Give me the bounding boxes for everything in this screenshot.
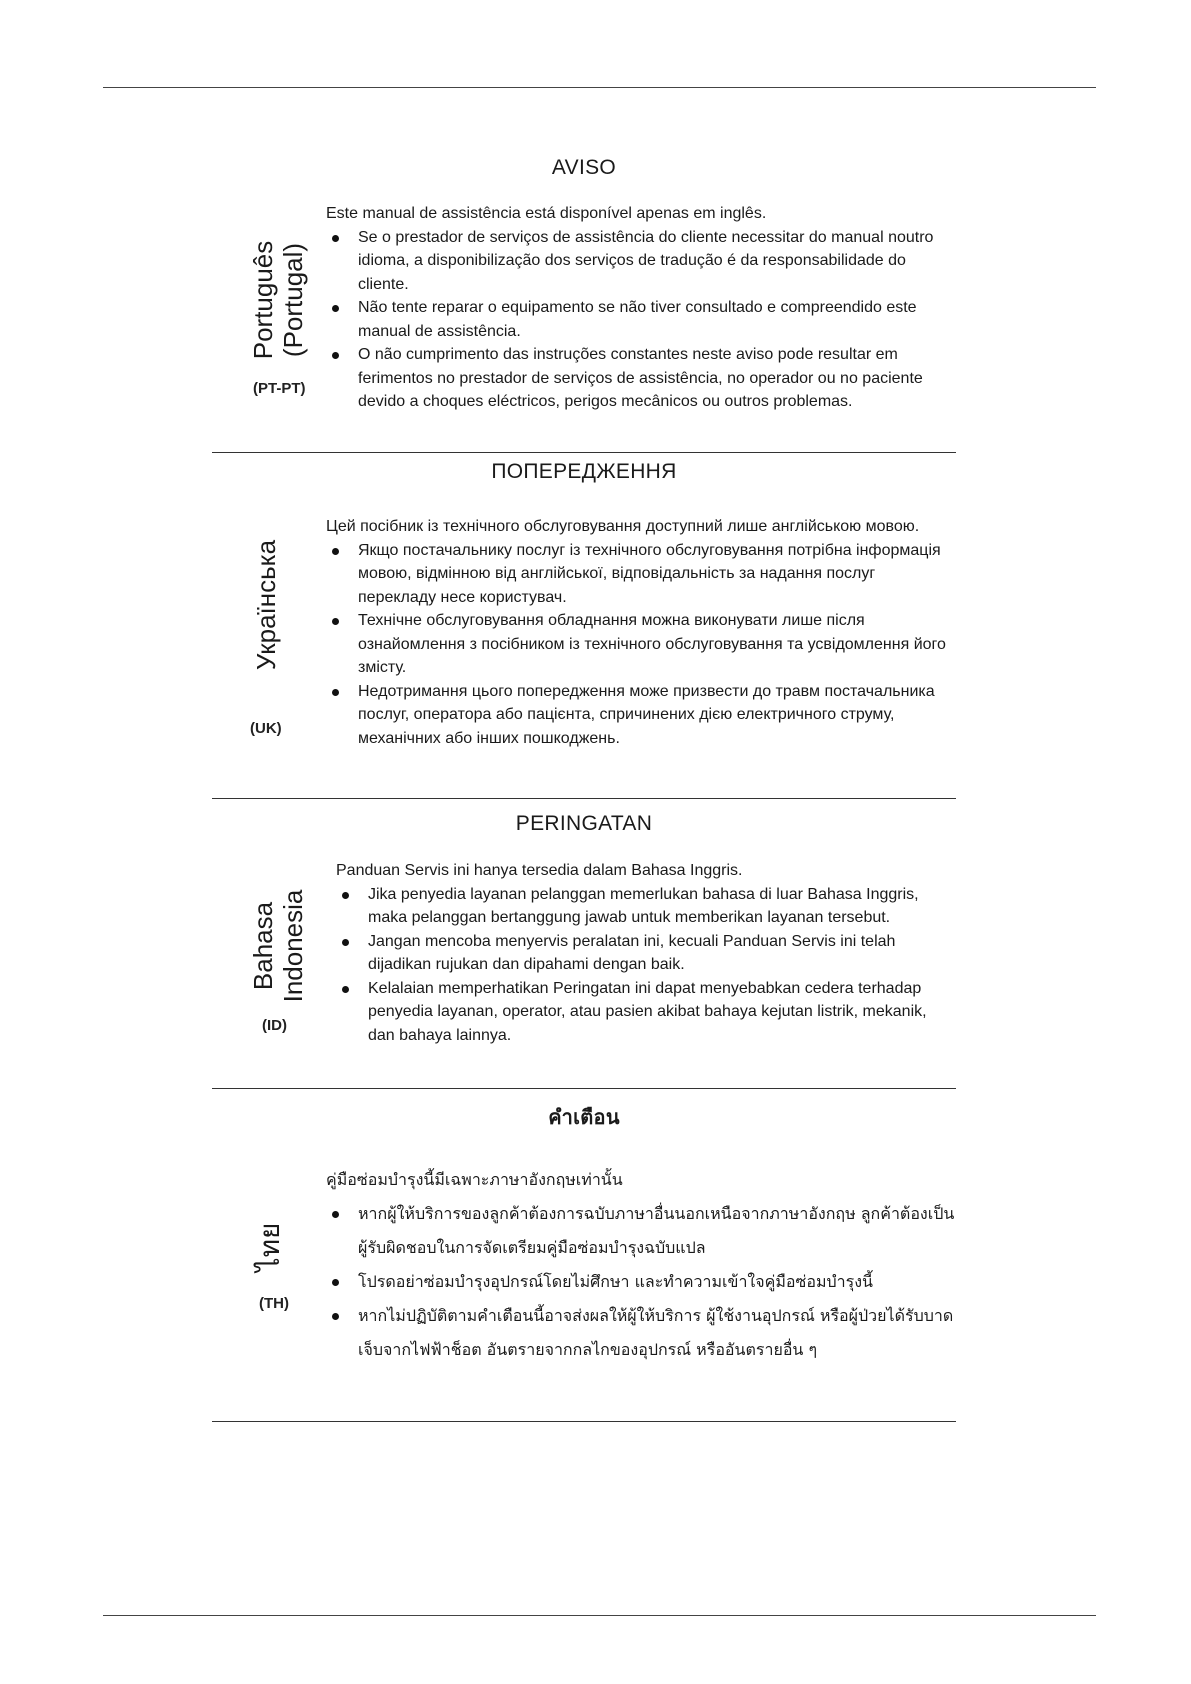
list-item: Jangan mencoba menyervis peralatan ini, kecuali Panduan Servis ini telah dijadikan rujukan dan dipahami dengan baik. — [336, 930, 952, 977]
list-item: Якщо постачальнику послуг із технічного обслуговування потрібна інформація мовою, відмінною від англійської, відповідальність за надання послуг перекладу несе користувач. — [326, 539, 952, 610]
bullet-list — [326, 539, 952, 751]
list-item: โปรดอย่าซ่อมบำรุงอุปกรณ์โดยไม่ศึกษา และทำความเข้าใจคู่มือซ่อมบำรุงนี้ — [326, 1265, 956, 1299]
list-item: O não cumprimento das instruções constantes neste aviso pode resultar em ferimentos no prestador de serviços de assistência, no operador ou no paciente devido a choques eléctricos, perigos mecânicos ou outros problemas. — [326, 343, 952, 414]
list-item: Não tente reparar o equipamento se não tiver consultado e compreendido este manual de assistência. — [326, 296, 952, 343]
section-heading: PERINGATAN — [515, 812, 653, 835]
warning-section-uk — [212, 453, 956, 799]
language-code: (UK) — [250, 720, 282, 737]
section-heading: ПОПЕРЕДЖЕННЯ — [491, 460, 677, 483]
bottom-rule — [103, 1615, 1096, 1616]
top-rule — [103, 87, 1096, 88]
language-name: Bahasa Indonesia — [248, 889, 308, 1003]
list-item: Kelalaian memperhatikan Peringatan ini dapat menyebabkan cedera terhadap penyedia layanan, operator, atau pasien akibat bahaya kejutan listrik, mekanik, dan bahaya lainnya. — [336, 977, 952, 1048]
language-name: Українська — [251, 539, 281, 671]
language-name: ไทย — [254, 1222, 285, 1272]
section-heading: AVISO — [551, 156, 617, 179]
list-item: Jika penyedia layanan pelanggan memerlukan bahasa di luar Bahasa Inggris, maka pelanggan bertanggung jawab untuk memberikan layanan tersebut. — [336, 883, 952, 930]
warning-body — [326, 1163, 956, 1367]
intro-text: Цей посібник із технічного обслуговування доступний лише англійською мовою. — [326, 518, 920, 535]
bullet-list — [326, 1197, 956, 1367]
language-name: Português (Portugal) — [248, 240, 308, 360]
intro-text: Este manual de assistência está disponível apenas em inglês. — [326, 205, 767, 222]
warning-section-id — [212, 799, 956, 1089]
warning-body — [326, 202, 952, 414]
list-item: หากไม่ปฏิบัติตามคำเตือนนี้อาจส่งผลให้ผู้ให้บริการ ผู้ใช้งานอุปกรณ์ หรือผู้ป่วยได้รับบาดเจ็บจากไฟฟ้าช็อต อันตรายจากกลไกของอุปกรณ์ หรืออันตรายอื่น ๆ — [326, 1299, 956, 1367]
intro-text: Panduan Servis ini hanya tersedia dalam Bahasa Inggris. — [336, 862, 743, 879]
warning-body — [336, 859, 952, 1047]
warning-body — [326, 515, 952, 750]
language-code: (PT-PT) — [253, 380, 306, 397]
language-code: (TH) — [259, 1295, 289, 1312]
bullet-list — [326, 226, 952, 414]
list-item: Se o prestador de serviços de assistência do cliente necessitar do manual noutro idioma, a disponibilização dos serviços de tradução é da responsabilidade do cliente. — [326, 226, 952, 297]
language-code: (ID) — [262, 1017, 287, 1034]
warning-section-pt — [212, 150, 956, 453]
list-item: Недотримання цього попередження може призвести до травм постачальника послуг, оператора або пацієнта, спричинених дією електричного струму, механічних або інших пошкоджень. — [326, 680, 952, 751]
list-item: หากผู้ให้บริการของลูกค้าต้องการฉบับภาษาอื่นนอกเหนือจากภาษาอังกฤษ ลูกค้าต้องเป็นผู้รับผิดชอบในการจัดเตรียมคู่มือซ่อมบำรุงฉบับแปล — [326, 1197, 956, 1265]
warning-section-th — [212, 1089, 956, 1422]
intro-text: คู่มือซ่อมบำรุงนี้มีเฉพาะภาษาอังกฤษเท่านั้น — [326, 1170, 623, 1189]
section-heading: คำเตือน — [548, 1105, 620, 1129]
list-item: Технічне обслуговування обладнання можна виконувати лише після ознайомлення з посібником із технічного обслуговування та усвідомлення його змісту. — [326, 609, 952, 680]
bullet-list — [336, 883, 952, 1048]
